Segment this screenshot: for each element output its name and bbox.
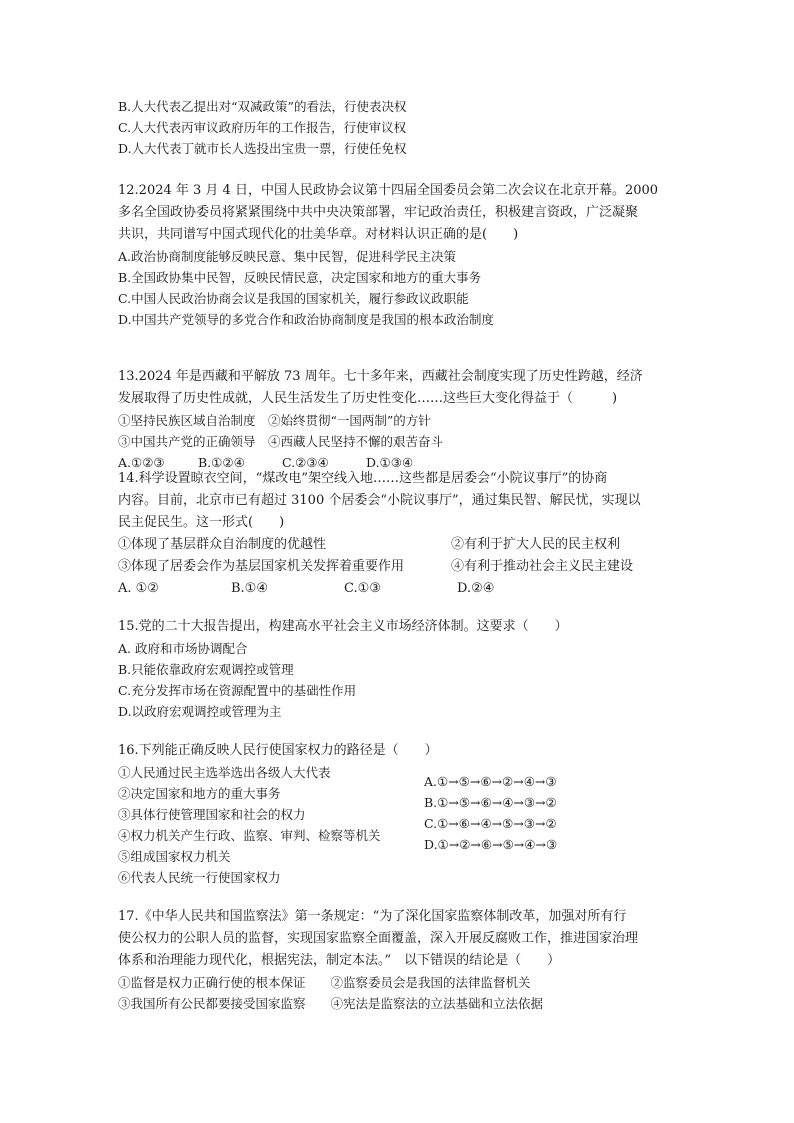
path-item: ⑥代表人民统一行使国家权力 [118,870,281,885]
path-item: ④权力机关产生行政、监察、审判、检察等机关 [118,828,381,843]
choice-b: B.①②④ [198,455,245,470]
question-stem-line: 多名全国政协委员将紧紧围绕中共中央决策部署，牢记政治责任，积极建言资政，广泛凝聚 [118,205,639,220]
option-c: C.充分发挥市场在资源配置中的基础性作用 [118,683,357,698]
question-stem-line: 民主促民生。这一形式( ) [118,515,285,530]
option-a: A. 政府和市场协调配合 [118,641,248,656]
option-d: D.中国共产党领导的多党合作和政治协商制度是我国的根本政治制度 [118,312,495,327]
path-item: ⑤组成国家权力机关 [118,849,231,864]
statement-line: ①监督是权力正确行使的根本保证 ②监察委员会是我国的法律监督机关 [118,975,531,990]
path-item: ③具体行使管理国家和社会的权力 [118,807,306,822]
question-16 [118,740,678,890]
statement-line: ③我国所有公民都要接受国家监察 ④宪法是监察法的立法基础和立法依据 [118,996,544,1011]
statement-4: ④有利于推动社会主义民主建设 [451,559,634,574]
option-a: A.政治协商制度能够反映民意、集中民智，促进科学民主决策 [118,249,457,264]
choice-a: A.①②③ [118,455,165,470]
path-choices [424,771,624,855]
path-item: ②决定国家和地方的重大事务 [118,786,281,801]
path-item: ①人民通过民主选举选出各级人大代表 [118,765,331,780]
question-15 [118,616,678,722]
choice-a: A. ①② [118,581,159,596]
option-c: C.中国人民政治协商会议是我国的国家机关，履行参政议政职能 [118,291,469,306]
choice-d: D.①→②→⑥→⑤→④→③ [424,837,558,852]
question-stem-line: 13.2024 年是西藏和平解放 73 周年。七十多年来，西藏社会制度实现了历史性跨越，经济 [118,369,643,384]
question-stem-line: 17.《中华人民共和国监察法》第一条规定：“为了深化国家监察体制改革，加强对所有行 [118,909,627,924]
question-14 [118,468,678,600]
option-c: C.人大代表丙审议政府历年的工作报告，行使审议权 [118,120,407,135]
statement-2: ②有利于扩大人民的民主权利 [451,537,621,552]
question-11-options [118,96,678,159]
question-stem: 15.党的二十大报告提出，构建高水平社会主义市场经济体制。这要求（ ） [118,619,568,634]
choice-c: C.①→⑥→④→⑤→③→② [424,816,557,831]
statement-row [118,534,678,556]
question-stem-line: 使公权力的公职人员的监督，实现国家监察全面覆盖，深入开展反腐败工作，推进国家治理 [118,931,639,946]
choice-b: B.①④ [231,581,268,596]
statement-1: ①体现了基层群众自治制度的优越性 [118,537,327,552]
question-13 [118,366,678,473]
option-b: B.全国政协集中民智，反映民情民意，决定国家和地方的重大事务 [118,270,482,285]
choice-c: C.②③④ [282,455,329,470]
option-d: D.以政府宏观调控或管理为主 [118,704,282,719]
option-b: B.只能依靠政府宏观调控或管理 [118,662,294,677]
question-stem-line: 体系和治理能力现代化，根据宪法，制定本法。” 以下错误的结论是（ ） [118,953,561,968]
question-stem-line: 14.科学设置晾衣空间，“煤改电”架空线入地……这些都是居委会“小院议事厅”的协商 [118,471,608,486]
choice-b: B.①→⑤→⑥→④→③→② [424,795,557,810]
choice-c: C.①③ [344,581,381,596]
question-17 [118,906,678,1014]
statement-row [118,556,678,578]
question-stem-line: 12.2024 年 3 月 4 日，中国人民政协会议第十四届全国委员会第二次会议在北京开幕。2000 [118,183,659,198]
question-stem-line: 发展取得了历史性成就，人民生活发生了历史性变化……这些巨大变化得益于（ ) [118,391,618,406]
choices-row [118,578,678,600]
question-stem-line: 共识，共同谱写中国式现代化的壮美华章。对材料认识正确的是( ) [118,227,519,242]
choice-d: D.②④ [457,581,495,596]
statement-3: ③体现了居委会作为基层国家机关发挥着重要作用 [118,559,405,574]
path-items [118,762,418,888]
choice-d: D.①③④ [366,455,414,470]
statement-line: ③中国共产党的正确领导 ④西藏人民坚持不懈的艰苦奋斗 [118,434,444,449]
statement-line: ①坚持民族区域自治制度 ②始终贯彻“一国两制”的方针 [118,413,431,428]
option-d: D.人大代表丁就市长人选投出宝贵一票，行使任免权 [118,141,407,156]
question-stem-line: 内容。目前，北京市已有超过 3100 个居委会“小院议事厅”，通过集民智、解民忧，实现以 [118,493,641,508]
question-stem: 16.下列能正确反映人民行使国家权力的路径是（ ） [118,743,438,758]
question-12 [118,180,678,330]
choice-a: A.①→⑤→⑥→②→④→③ [424,774,557,789]
option-b: B.人大代表乙提出对“双减政策”的看法，行使表决权 [118,99,407,114]
